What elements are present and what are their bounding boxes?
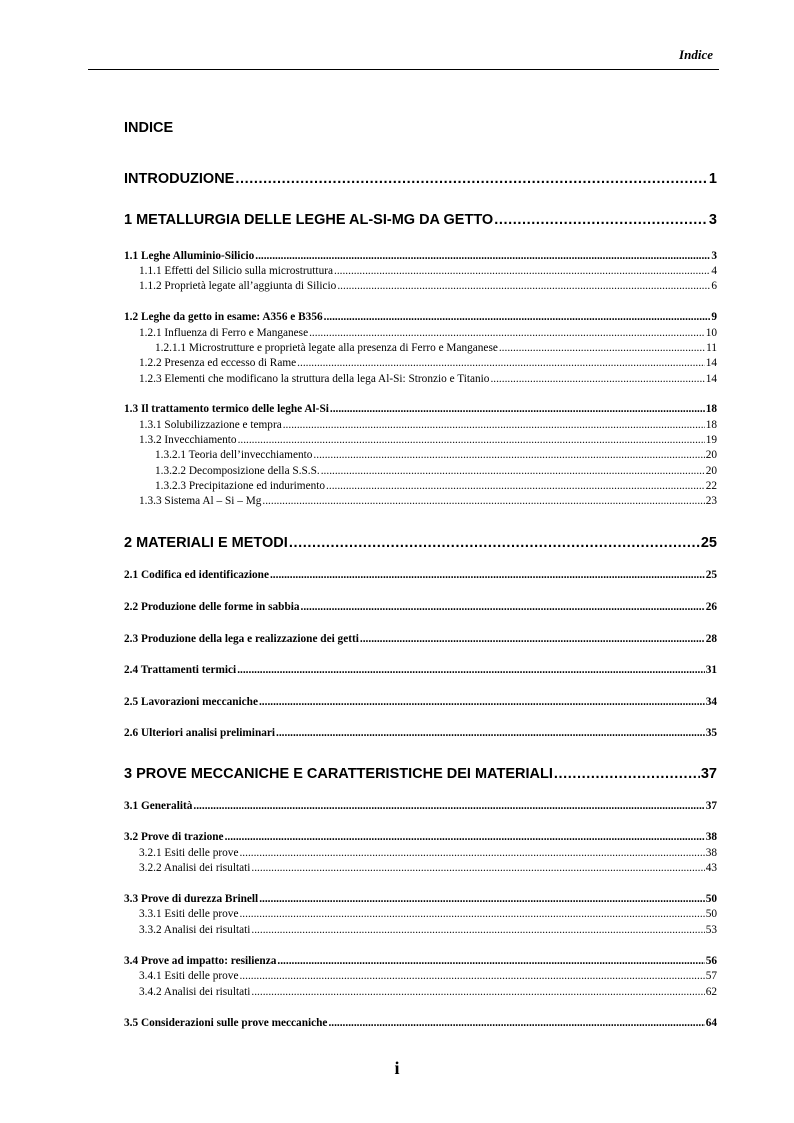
toc-entry[interactable]: [124, 171, 717, 191]
toc-entry[interactable]: [139, 434, 717, 449]
toc-entry-page: 10: [705, 327, 717, 339]
toc-dot-leader: [321, 465, 705, 477]
toc-entry-page: 37: [700, 766, 717, 782]
toc-entry[interactable]: [139, 986, 717, 1001]
toc-entry-title: 1.3.1 Solubilizzazione e tempra: [139, 419, 282, 431]
toc-entry-page: 23: [705, 495, 717, 507]
header-title: Indice: [679, 47, 713, 62]
toc-entry-page: 38: [705, 831, 717, 843]
toc-entry-page: 20: [705, 465, 717, 477]
toc-dot-leader: [239, 847, 704, 859]
toc-entry-page: 34: [705, 696, 717, 708]
toc-entry-page: 22: [705, 480, 717, 492]
toc-entry-page: 31: [705, 664, 717, 676]
toc-dot-leader: [239, 908, 704, 920]
toc-entry-page: 53: [705, 924, 717, 936]
toc-entry-page: 25: [700, 535, 717, 551]
toc-entry-title: 2.1 Codifica ed identificazione: [124, 569, 269, 581]
toc-entry[interactable]: [124, 955, 717, 970]
toc-entry-page: 50: [705, 893, 717, 905]
toc-dot-leader: [270, 569, 705, 581]
toc-dot-leader: [301, 601, 705, 613]
toc-entry[interactable]: [155, 465, 717, 480]
toc-dot-leader: [237, 664, 705, 676]
toc-entry-title: 1.1.1 Effetti del Silicio sulla microstruttura: [139, 265, 333, 277]
toc-entry[interactable]: [124, 601, 717, 616]
toc-dot-leader: [334, 265, 710, 277]
toc-dot-leader: [313, 449, 704, 461]
toc-entry[interactable]: [155, 342, 717, 357]
toc-entry-title: 3.3.1 Esiti delle prove: [139, 908, 239, 920]
toc-entry-page: 56: [705, 955, 717, 967]
toc-entry-page: 14: [705, 373, 717, 385]
toc-entry-title: 3.1 Generalità: [124, 800, 193, 812]
toc-entry-title: 1.2 Leghe da getto in esame: A356 e B356: [124, 311, 323, 323]
toc-entry-title: 2 MATERIALI E METODI: [124, 535, 288, 551]
toc-entry-page: 18: [705, 403, 717, 415]
toc-dot-leader: [259, 893, 705, 905]
toc-dot-leader: [297, 357, 705, 369]
toc-entry[interactable]: [139, 924, 717, 939]
toc-entry[interactable]: [124, 893, 717, 908]
toc-dot-leader: [499, 342, 705, 354]
toc-dot-leader: [277, 955, 704, 967]
toc-entry[interactable]: [139, 970, 717, 985]
toc-entry-title: 3.4 Prove ad impatto: resilienza: [124, 955, 277, 967]
toc-entry[interactable]: [124, 766, 717, 786]
toc-entry-title: 1.3.2.3 Precipitazione ed indurimento: [155, 480, 326, 492]
toc-entry[interactable]: [124, 664, 717, 679]
toc-dot-leader: [324, 311, 711, 323]
toc-entry[interactable]: [124, 535, 717, 555]
toc-dot-leader: [330, 403, 705, 415]
toc-dot-leader: [494, 212, 708, 228]
toc-entry[interactable]: [139, 357, 717, 372]
toc-entry[interactable]: [139, 908, 717, 923]
toc-entry-title: INTRODUZIONE: [124, 171, 235, 187]
toc-entry-page: 26: [705, 601, 717, 613]
toc-dot-leader: [554, 766, 700, 782]
toc-entry-page: 37: [705, 800, 717, 812]
toc-entry-title: 3.4.1 Esiti delle prove: [139, 970, 239, 982]
toc-dot-leader: [251, 986, 704, 998]
toc-entry-page: 6: [711, 280, 717, 292]
toc-dot-leader: [360, 633, 705, 645]
toc-entry[interactable]: [124, 250, 717, 265]
toc-entry-title: 1.3.2.1 Teoria dell’invecchiamento: [155, 449, 313, 461]
toc-dot-leader: [309, 327, 705, 339]
toc-entry-page: 38: [705, 847, 717, 859]
toc-entry-page: 50: [705, 908, 717, 920]
toc-entry-page: 20: [705, 449, 717, 461]
toc-entry-title: 2.3 Produzione della lega e realizzazione dei getti: [124, 633, 359, 645]
toc-entry-page: 4: [711, 265, 717, 277]
toc-entry-page: 64: [705, 1017, 717, 1029]
toc-entry-title: 3.5 Considerazioni sulle prove meccaniche: [124, 1017, 328, 1029]
toc-entry-page: 18: [705, 419, 717, 431]
toc-entry-title: 2.2 Produzione delle forme in sabbia: [124, 601, 300, 613]
toc-entry-title: 1.3.3 Sistema Al – Si – Mg: [139, 495, 262, 507]
toc-entry[interactable]: [124, 311, 717, 326]
toc-entry[interactable]: [139, 373, 717, 388]
toc-dot-leader: [326, 480, 705, 492]
toc-entry-title: 2.5 Lavorazioni meccaniche: [124, 696, 258, 708]
toc-entry-title: 1.1 Leghe Alluminio-Silicio: [124, 250, 255, 262]
toc-dot-leader: [238, 434, 705, 446]
toc-entry-title: 1.2.1.1 Microstrutture e proprietà legate alla presenza di Ferro e Manganese: [155, 342, 498, 354]
toc-dot-leader: [289, 535, 700, 551]
toc-entry[interactable]: [139, 495, 717, 510]
page-number: i: [394, 1058, 400, 1078]
toc-entry-page: 28: [705, 633, 717, 645]
toc-entry-title: 3.3 Prove di durezza Brinell: [124, 893, 259, 905]
toc-entry-page: 43: [705, 862, 717, 874]
page-heading: INDICE: [124, 120, 174, 136]
toc-dot-leader: [490, 373, 704, 385]
toc-entry-title: 1.3.2.2 Decomposizione della S.S.S.: [155, 465, 320, 477]
toc-entry[interactable]: [139, 847, 717, 862]
toc-entry-title: 3.2.1 Esiti delle prove: [139, 847, 239, 859]
toc-entry-page: 25: [705, 569, 717, 581]
toc-dot-leader: [193, 800, 704, 812]
toc-entry-title: 3.3.2 Analisi dei risultati: [139, 924, 251, 936]
toc-entry[interactable]: [124, 403, 717, 418]
toc-entry-title: 1.2.1 Influenza di Ferro e Manganese: [139, 327, 309, 339]
toc-entry-title: 1.2.2 Presenza ed eccesso di Rame: [139, 357, 297, 369]
toc-dot-leader: [328, 1017, 704, 1029]
toc-entry[interactable]: [124, 800, 717, 815]
toc-dot-leader: [283, 419, 705, 431]
toc-entry-page: 3: [711, 250, 717, 262]
toc-entry[interactable]: [139, 265, 717, 280]
toc-entry-title: 1 METALLURGIA DELLE LEGHE AL-SI-MG DA GETTO: [124, 212, 494, 228]
toc-entry-page: 1: [708, 171, 717, 187]
toc-entry-page: 14: [705, 357, 717, 369]
toc-entry-page: 57: [705, 970, 717, 982]
toc-entry[interactable]: [139, 862, 717, 877]
toc-entry-page: 11: [706, 342, 717, 354]
toc-dot-leader: [251, 924, 704, 936]
toc-dot-leader: [259, 696, 705, 708]
toc-entry[interactable]: [124, 831, 717, 846]
toc-entry[interactable]: [124, 633, 717, 648]
toc-entry[interactable]: [124, 727, 717, 742]
toc-dot-leader: [251, 862, 704, 874]
toc-entry[interactable]: [139, 280, 717, 295]
toc-entry-page: 62: [705, 986, 717, 998]
toc-entry-title: 3.2 Prove di trazione: [124, 831, 224, 843]
toc-dot-leader: [337, 280, 710, 292]
toc-entry[interactable]: [155, 449, 717, 464]
toc-entry-title: 2.4 Trattamenti termici: [124, 664, 237, 676]
toc-entry[interactable]: [124, 212, 717, 232]
toc-entry-title: 3.2.2 Analisi dei risultati: [139, 862, 251, 874]
toc-dot-leader: [255, 250, 710, 262]
toc-entry-page: 9: [711, 311, 717, 323]
toc-entry-title: 2.6 Ulteriori analisi preliminari: [124, 727, 276, 739]
toc-entry-page: 35: [705, 727, 717, 739]
toc-dot-leader: [235, 171, 708, 187]
toc-entry-page: 3: [708, 212, 717, 228]
toc-dot-leader: [262, 495, 704, 507]
toc-entry[interactable]: [139, 419, 717, 434]
toc-dot-leader: [239, 970, 704, 982]
toc-entry[interactable]: [124, 1017, 717, 1032]
toc-entry-title: 1.3.2 Invecchiamento: [139, 434, 237, 446]
toc-entry-title: 3 PROVE MECCANICHE E CARATTERISTICHE DEI MATERIALI: [124, 766, 553, 782]
toc-entry-title: 1.3 Il trattamento termico delle leghe Al-Si: [124, 403, 329, 415]
toc-entry[interactable]: [124, 696, 717, 711]
toc-entry[interactable]: [124, 569, 717, 584]
toc-entry[interactable]: [139, 327, 717, 342]
toc-dot-leader: [276, 727, 705, 739]
toc-entry[interactable]: [155, 480, 717, 495]
toc-entry-page: 19: [705, 434, 717, 446]
toc-entry-title: 3.4.2 Analisi dei risultati: [139, 986, 251, 998]
toc-entry-title: 1.1.2 Proprietà legate all’aggiunta di Silicio: [139, 280, 337, 292]
toc-entry-title: 1.2.3 Elementi che modificano la struttura della lega Al-Si: Stronzio e Titanio: [139, 373, 490, 385]
toc-dot-leader: [225, 831, 705, 843]
